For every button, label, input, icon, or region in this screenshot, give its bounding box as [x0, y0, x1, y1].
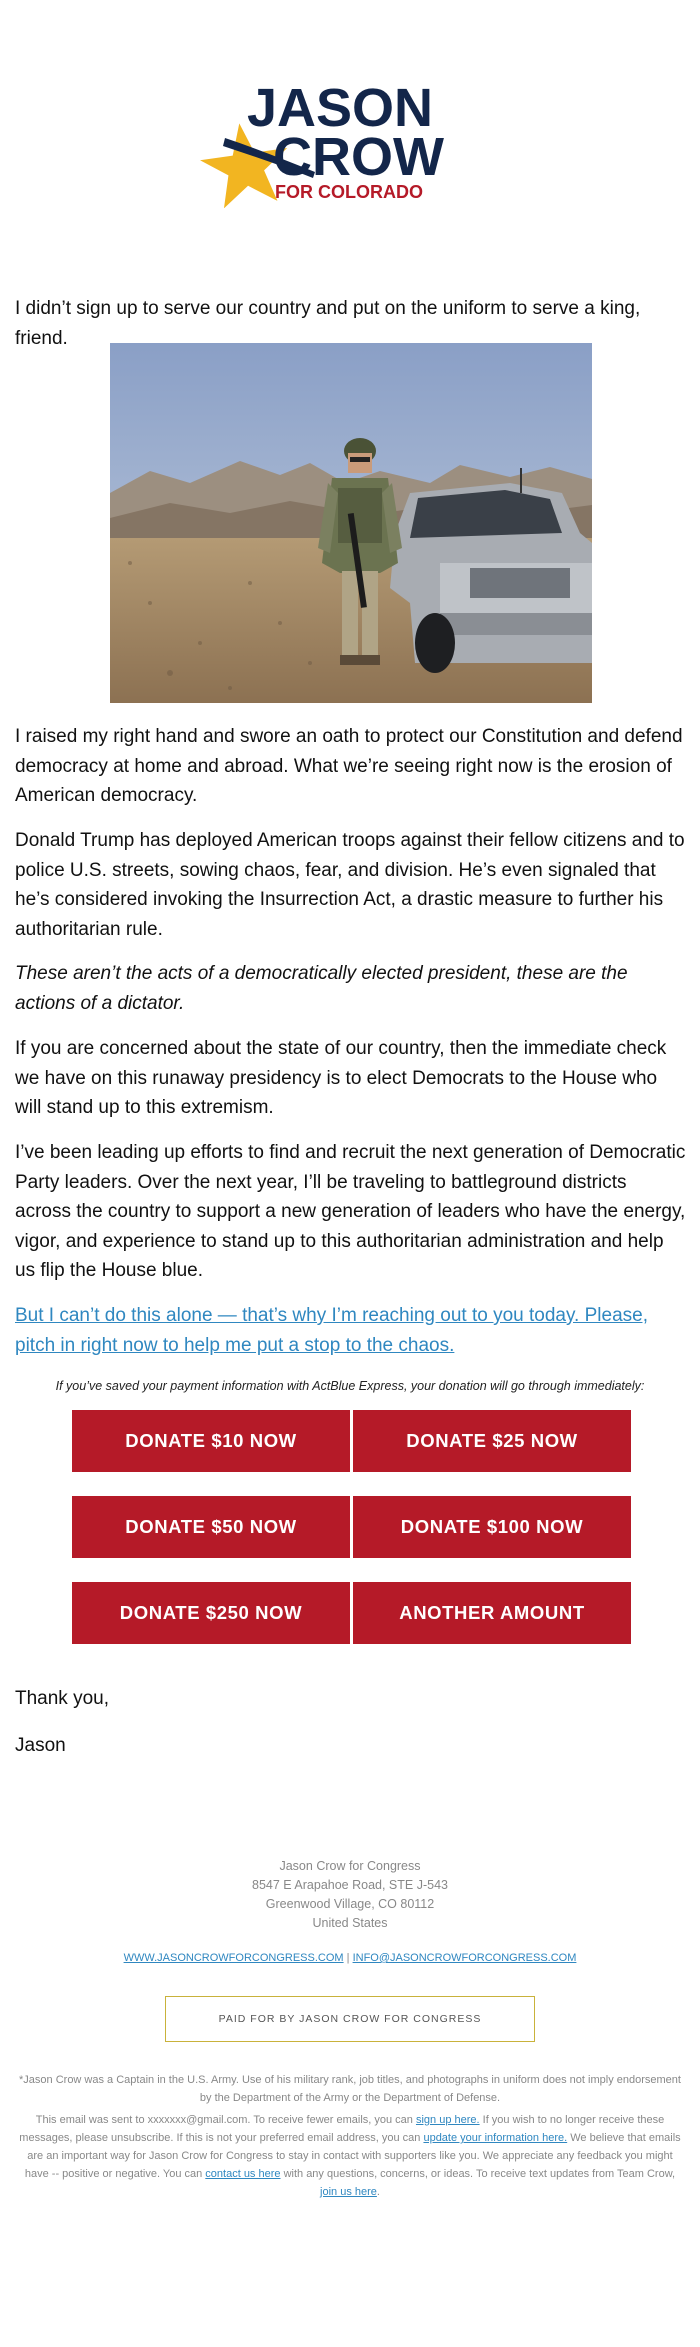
signup-link[interactable]: sign up here.	[415, 2114, 480, 2126]
donate-cta-link[interactable]: But I can’t do this alone — that’s why I’m reaching out to you today. Please, pitch in right now to help me put a stop to the chaos.	[15, 1305, 648, 1356]
prefs-text-3: We believe that emails are an important way for Jason Crow for Congress to stay in contact with supporters like you. We appreciate any feedback you might have -- positive or negative. You can	[24, 2132, 681, 2180]
logo-graphic	[195, 78, 465, 208]
paid-for-box	[165, 1996, 535, 2042]
paragraph-recruit	[15, 1138, 687, 1286]
footer-link-separator: |	[346, 1952, 350, 1964]
website-link[interactable]: WWW.JASONCROWFORCONGRESS.COM	[123, 1952, 344, 1964]
intro-text: I didn’t sign up to serve our country and put on the uniform to serve a king, friend.	[15, 298, 641, 349]
join-link[interactable]: join us here	[320, 2186, 377, 2198]
paragraph-dictator-text: These aren’t the acts of a democratically elected president, these are the actions of a dictator.	[15, 963, 628, 1014]
prefs-text-5: .	[376, 2186, 380, 2198]
footer-address	[0, 1857, 700, 1933]
footer-links	[0, 1952, 700, 1964]
paragraph-recruit-text: I’ve been leading up efforts to find and recruit the next generation of Democratic Party leaders. Over the next year, I’ll be traveling to battleground districts across the country to support a new generation of leaders who have the energy, vigor, and experience to stand up to this authoritarian administration and help us flip the House blue.	[15, 1142, 686, 1281]
email-link[interactable]: INFO@JASONCROWFORCONGRESS.COM	[352, 1952, 577, 1964]
actblue-note: If you’ve saved your payment information with ActBlue Express, your donation will go through immediately:	[55, 1379, 645, 1393]
paragraph-troops	[15, 826, 687, 944]
donate-other-amount-button[interactable]: ANOTHER AMOUNT	[353, 1582, 631, 1644]
military-disclaimer: *Jason Crow was a Captain in the U.S. Army. Use of his military rank, job titles, and photographs in uniform does not imply endorsement by the Department of the Army or the Department of Defense.	[19, 2074, 681, 2104]
paragraph-troops-text: Donald Trump has deployed American troops against their fellow citizens and to police U.S. streets, sowing chaos, fear, and division. He’s even signaled that he’s considered invoking the Insurrection Act, a drastic measure to further his authoritarian rule.	[15, 830, 685, 940]
prefs-text-4: with any questions, concerns, or ideas. To receive text updates from Team Crow,	[280, 2168, 676, 2180]
donate-50-button[interactable]: DONATE $50 NOW	[72, 1496, 350, 1558]
footer-disclaimer	[15, 2071, 685, 2205]
paragraph-dictator	[15, 959, 687, 1018]
donate-250-button[interactable]: DONATE $250 NOW	[72, 1582, 350, 1644]
prefs-text-1: This email was sent to xxxxxxx@gmail.com. To receive fewer emails, you can	[35, 2114, 416, 2126]
truck-illustration	[390, 468, 592, 673]
soldier-photo-illustration	[110, 343, 592, 703]
email-preferences	[15, 2111, 685, 2201]
footer-street: 8547 E Arapahoe Road, STE J-543	[252, 1878, 448, 1892]
paragraph-check-text: If you are concerned about the state of our country, then the immediate check we have on this runaway presidency is to elect Democrats to the House who will stand up to this extremism.	[15, 1038, 667, 1118]
logo-tagline: FOR COLORADO	[275, 182, 423, 202]
campaign-logo	[195, 78, 465, 208]
footer-country: United States	[312, 1916, 388, 1930]
hero-photo	[110, 343, 592, 703]
donate-100-button[interactable]: DONATE $100 NOW	[353, 1496, 631, 1558]
donate-25-button[interactable]: DONATE $25 NOW	[353, 1410, 631, 1472]
update-info-link[interactable]: update your information here.	[423, 2132, 568, 2144]
logo-last-name: CROW	[273, 127, 444, 187]
prefs-text-2: If you wish to no longer receive these messages, please unsubscribe. If this is not your preferred email address, you can	[19, 2114, 665, 2144]
paragraph-check	[15, 1034, 687, 1123]
closing-signature: Jason	[15, 1735, 66, 1756]
donate-10-button[interactable]: DONATE $10 NOW	[72, 1410, 350, 1472]
footer-city: Greenwood Village, CO 80112	[265, 1897, 435, 1911]
logo-first-name: JASON	[247, 78, 434, 138]
contact-link[interactable]: contact us here	[205, 2168, 281, 2180]
closing-thanks: Thank you,	[15, 1688, 109, 1709]
paragraph-cta	[15, 1301, 687, 1360]
footer-org: Jason Crow for Congress	[279, 1859, 421, 1873]
paid-for-text: PAID FOR BY JASON CROW FOR CONGRESS	[218, 2013, 482, 2025]
paragraph-oath-text: I raised my right hand and swore an oath to protect our Constitution and defend democracy at home and abroad. What we’re seeing right now is the erosion of American democracy.	[15, 726, 683, 806]
paragraph-oath	[15, 722, 687, 811]
